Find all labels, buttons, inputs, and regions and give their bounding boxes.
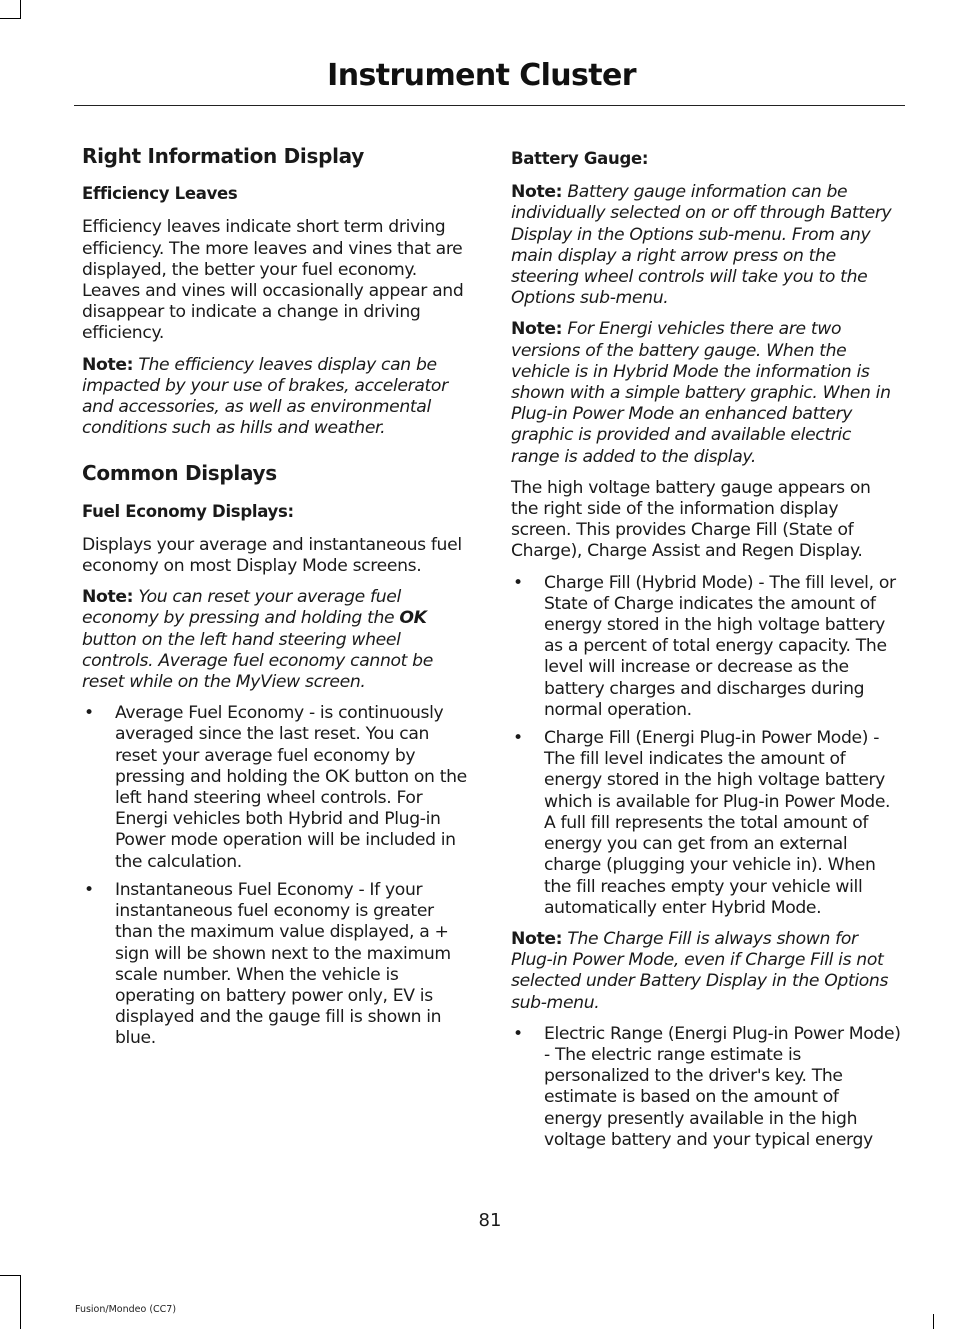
note-energi-versions	[511, 319, 901, 467]
note-battery-gauge-options	[511, 182, 901, 309]
note-text-b: button on the left hand steering wheel controls. Average fuel economy cannot be reset while on the MyView screen.	[82, 629, 433, 693]
fuel-economy-paragraph: Displays your average and instantaneous fuel economy on most Display Mode screens.	[82, 534, 462, 577]
list-item-text: Average Fuel Economy - is continuously averaged since the last reset. You can reset your average fuel economy by pressing and holding the OK button on the left hand steering wheel controls. For Energi vehicles both Hybrid and Plug-in Power mode operation will be included in the calculation.	[115, 703, 467, 872]
footer-model-label: Fusion/Mondeo (CC7)	[75, 1304, 177, 1315]
page-title: Instrument Cluster	[327, 58, 636, 93]
note-efficiency-leaves	[82, 355, 472, 440]
page-number: 81	[478, 1210, 502, 1231]
crop-mark-top-left-h	[0, 18, 21, 19]
crop-mark-top-left-v	[20, 0, 21, 18]
list-item-text: Electric Range (Energi Plug-in Power Mode) - The electric range estimate is personalized to the driver's key. The estimate is based on the amount of energy presently available in the high voltage battery and your typical energy	[544, 1023, 901, 1150]
list-item-text: Charge Fill (Energi Plug-in Power Mode) - The fill level indicates the amount of energy stored in the high voltage battery which is available for Plug-in Power Mode. A full fill represents the total amount of energy you can get from an external charge (plugging your vehicle in). When the fill reaches empty your vehicle will automatically enter Hybrid Mode.	[544, 728, 891, 918]
bullet-marker: •	[84, 879, 94, 900]
section-title-right-information-display: Right Information Display	[82, 144, 364, 168]
header-divider	[74, 105, 905, 106]
list-item	[511, 1024, 901, 1151]
note-text-a: You can reset your average fuel economy by pressing and holding the	[82, 587, 401, 629]
bullet-marker: •	[84, 703, 94, 724]
note-reset-fuel-economy	[82, 587, 472, 693]
right-column	[511, 140, 901, 1161]
fuel-economy-bullet-list	[82, 703, 472, 1049]
subsection-title-battery-gauge: Battery Gauge:	[511, 149, 649, 168]
subsection-title-efficiency-leaves: Efficiency Leaves	[82, 184, 238, 204]
note-text: For Energi vehicles there are two versions of the battery gauge. When the vehicle is in Hybrid Mode the information is shown with a simple battery graphic. When in Plug-in Power Mode an enhanced battery graphic is provided and available electric range is added to the display.	[511, 319, 891, 467]
list-item	[511, 728, 901, 919]
crop-mark-bottom-left-h	[0, 1275, 21, 1276]
battery-gauge-paragraph: The high voltage battery gauge appears on the right side of the information display screen. This provides Charge Fill (State of Charge), Charge Assist and Regen Display.	[511, 477, 871, 562]
efficiency-leaves-paragraph: Efficiency leaves indicate short term driving efficiency. The more leaves and vines that are displayed, the better your fuel economy. Leaves and vines will occasionally appear and disappear to indicate a change in driving efficiency.	[82, 217, 464, 344]
note-label: Note:	[511, 182, 563, 203]
list-item	[82, 703, 472, 873]
list-item	[82, 880, 472, 1050]
left-column	[82, 140, 472, 1060]
crop-mark-bottom-left-v	[20, 1275, 21, 1329]
bullet-marker: •	[513, 728, 523, 749]
crop-mark-bottom-right-v	[933, 1314, 934, 1329]
list-item-text: Charge Fill (Hybrid Mode) - The fill level, or State of Charge indicates the amount of energy stored in the high voltage battery as a percent of total energy capacity. The level will increase or decrease as the battery charges and discharges during normal operation.	[544, 572, 896, 720]
note-label: Note:	[82, 354, 134, 375]
bullet-marker: •	[513, 572, 523, 593]
list-item-text: Instantaneous Fuel Economy - If your instantaneous fuel economy is greater than the maximum value displayed, a + sign will be shown next to the maximum scale number. When the vehicle is operating on battery power only, EV is displayed and the gauge fill is shown in blue.	[115, 879, 451, 1049]
electric-range-bullet-list	[511, 1024, 901, 1151]
list-item	[511, 573, 901, 721]
note-label: Note:	[511, 928, 563, 949]
note-text: The Charge Fill is always shown for Plug-in Power Mode, even if Charge Fill is not selected under Battery Display in the Options sub-menu.	[511, 928, 889, 1013]
note-text: Battery gauge information can be individually selected on or off through Battery Display in the Options sub-menu. From any main display a right arrow press on the steering wheel controls will take you to the Options sub-menu.	[511, 182, 892, 309]
note-charge-fill	[511, 929, 901, 1014]
bullet-marker: •	[513, 1023, 523, 1044]
note-text: The efficiency leaves display can be impacted by your use of brakes, accelerator and accessories, as well as environmental conditions such as hills and weather.	[82, 354, 448, 439]
charge-fill-bullet-list	[511, 573, 901, 919]
note-label: Note:	[82, 587, 134, 608]
note-label: Note:	[511, 319, 563, 340]
section-title-common-displays: Common Displays	[82, 461, 277, 486]
subsection-title-fuel-economy-displays: Fuel Economy Displays:	[82, 501, 294, 521]
ok-button-reference: OK	[399, 608, 427, 629]
